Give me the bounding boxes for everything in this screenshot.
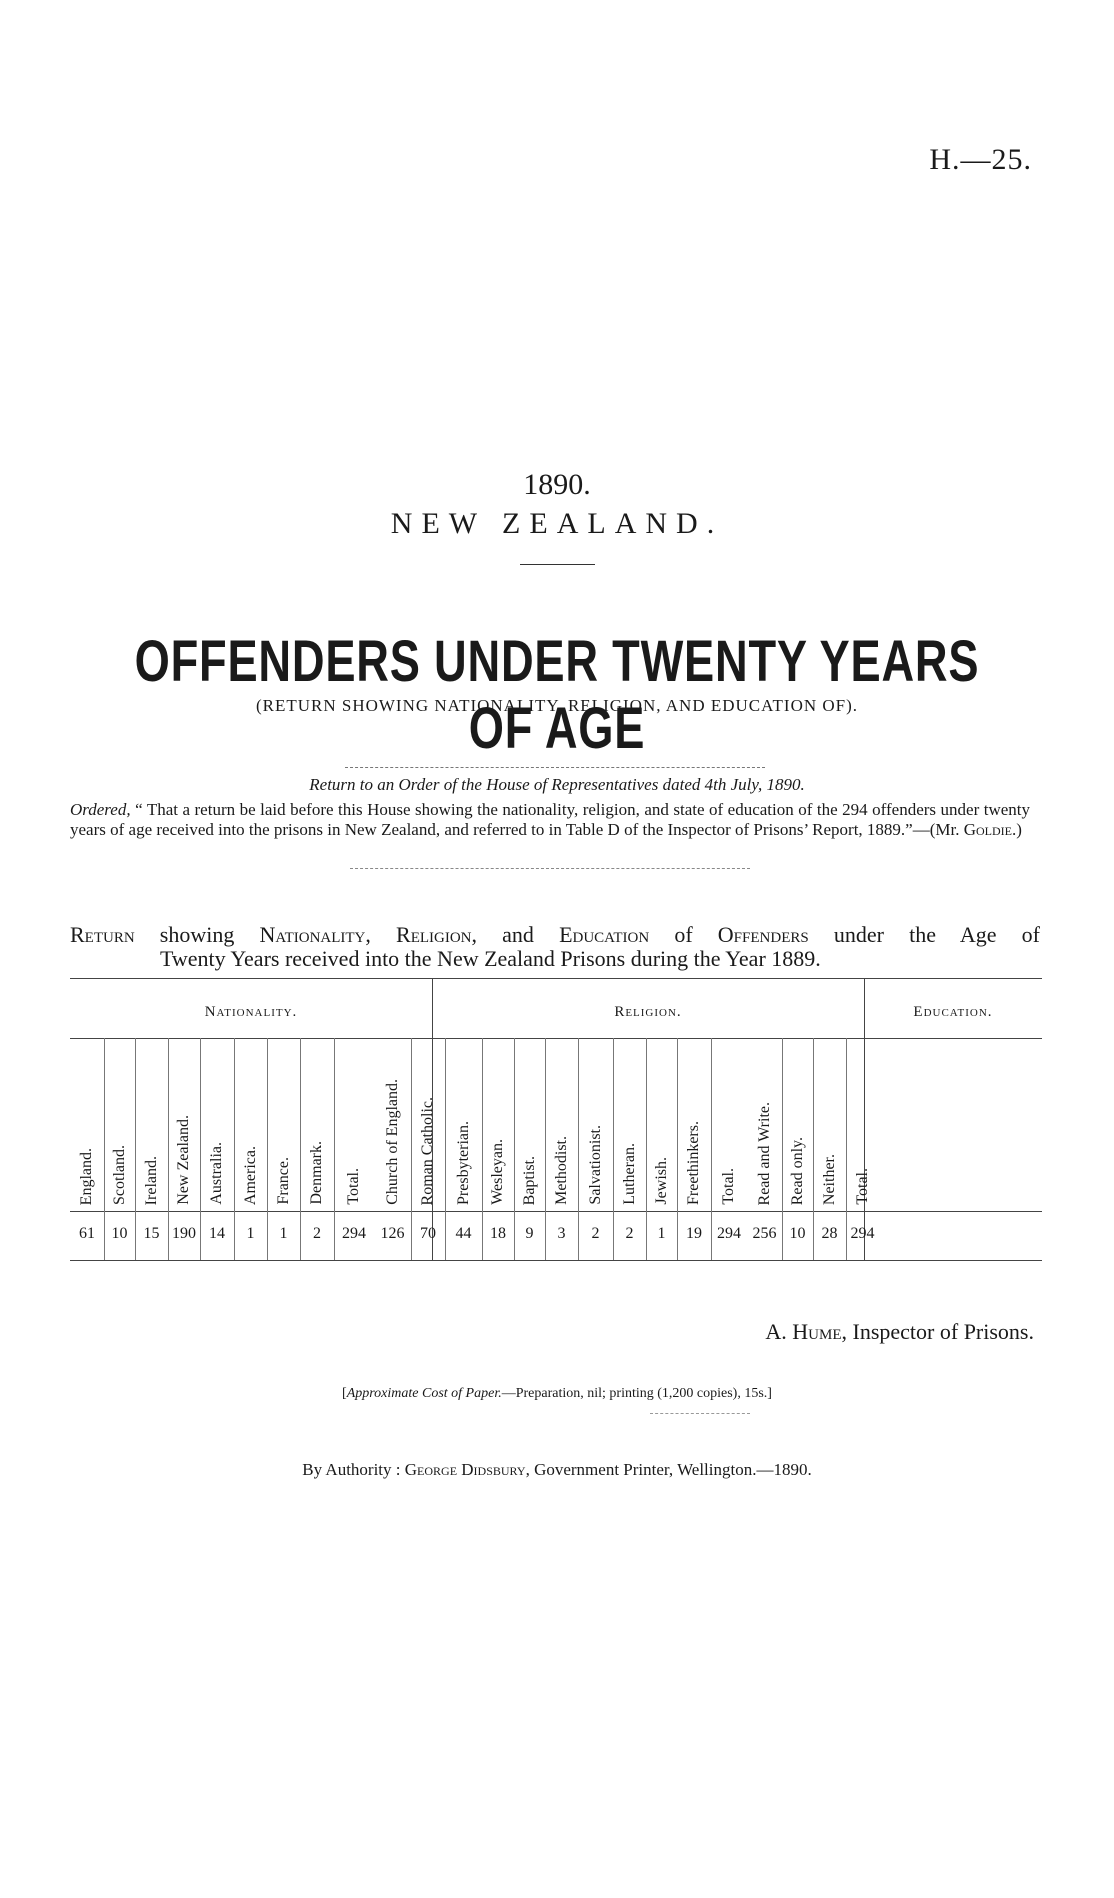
- year-heading: 1890.: [523, 468, 591, 501]
- column-divider: [300, 1038, 301, 1260]
- column-divider: [578, 1038, 579, 1260]
- column-divider: [613, 1038, 614, 1260]
- column-header: [578, 1040, 613, 1205]
- column-header-label: New Zealand.: [175, 1115, 192, 1205]
- column-divider: [234, 1038, 235, 1260]
- table-cell: 10: [111, 1225, 128, 1242]
- table-cell: 15: [143, 1225, 160, 1242]
- title-text: showing: [134, 922, 260, 947]
- column-header: [374, 1040, 411, 1205]
- imprint-suffix: , Government Printer, Wellington.—1890.: [525, 1460, 812, 1479]
- column-header-label: Wesleyan.: [489, 1139, 506, 1205]
- column-header-label: Read and Write.: [755, 1101, 773, 1205]
- column-header-label: Scotland.: [110, 1145, 128, 1205]
- column-header-label: Denmark.: [308, 1141, 325, 1205]
- cost-label: Approximate Cost of Paper.: [346, 1386, 502, 1401]
- column-divider: [104, 1038, 105, 1260]
- table-bottom-rule: [70, 1260, 1042, 1261]
- column-divider: [782, 1038, 783, 1260]
- signature-line: [765, 1319, 1034, 1345]
- column-divider: [514, 1038, 515, 1260]
- table-cell: 70: [420, 1225, 436, 1242]
- column-divider: [482, 1038, 483, 1260]
- column-header: [677, 1040, 711, 1205]
- column-header-label: Freethinkers.: [685, 1121, 702, 1205]
- column-header-label: Presbyterian.: [454, 1121, 472, 1205]
- column-header: [168, 1040, 200, 1205]
- signature-prefix: A.: [765, 1319, 793, 1344]
- table-cell: 3: [557, 1225, 566, 1242]
- group-header-religion: Religion.: [614, 1004, 682, 1020]
- table-cell: 190: [172, 1225, 196, 1242]
- column-header-label: Total.: [853, 1168, 871, 1205]
- table-cell: 1: [657, 1225, 666, 1242]
- column-header-label: Methodist.: [552, 1136, 570, 1205]
- table-cell: 294: [342, 1225, 366, 1242]
- column-header: [135, 1040, 168, 1205]
- column-header: [445, 1040, 482, 1205]
- column-header-label: Church of England.: [383, 1079, 401, 1205]
- title-text: ,: [365, 922, 397, 947]
- column-divider: [646, 1038, 647, 1260]
- table-cell: 1: [246, 1225, 255, 1242]
- title-word-education: Education: [559, 922, 650, 947]
- ordered-tail: .): [1011, 820, 1022, 839]
- table-cell: 9: [525, 1225, 534, 1242]
- table-cell: 2: [591, 1225, 600, 1242]
- column-header-label: France.: [274, 1157, 292, 1205]
- column-header-label: Lutheran.: [620, 1143, 638, 1205]
- column-divider: [200, 1038, 201, 1260]
- column-header-label: Total.: [345, 1168, 362, 1205]
- column-header: [200, 1040, 234, 1205]
- page-reference: H.—25.: [929, 143, 1032, 176]
- column-header: [70, 1040, 104, 1205]
- column-header-rule: [70, 1211, 1042, 1212]
- table-cell: 294: [850, 1225, 875, 1242]
- column-header: [411, 1040, 445, 1205]
- country-heading: NEW ZEALAND.: [390, 507, 724, 540]
- title-word-nationality: Nationality: [259, 922, 366, 947]
- column-header-label: Salvationist.: [586, 1125, 604, 1205]
- table-cell: 1: [279, 1225, 288, 1242]
- group-header-education: Education.: [913, 1004, 993, 1020]
- title-word-return: Return: [70, 922, 135, 947]
- ordered-lead: Ordered,: [70, 800, 131, 819]
- table-top-rule: [70, 978, 1042, 979]
- divider-2: [350, 868, 750, 869]
- document-subtitle: (RETURN SHOWING NATIONALITY, RELIGION, AND EDUCATION OF).: [255, 696, 859, 715]
- table-cell: 19: [686, 1225, 702, 1242]
- table-cell: 10: [789, 1225, 806, 1242]
- column-divider: [545, 1038, 546, 1260]
- column-header: [334, 1040, 374, 1205]
- column-header: [711, 1040, 747, 1205]
- column-header-label: America.: [241, 1145, 259, 1205]
- signature-name: Hume: [792, 1319, 842, 1344]
- column-header: [267, 1040, 300, 1205]
- column-header-label: Australia.: [208, 1142, 225, 1205]
- column-header: [813, 1040, 846, 1205]
- table-cell: 61: [79, 1225, 95, 1242]
- cost-text: —Preparation, nil; printing (1,200 copies), 15s.: [501, 1386, 768, 1401]
- table-cell: 18: [490, 1225, 506, 1242]
- ordered-text: “ That a return be laid before this House showing the nationality, religion, and state of education of the 294 offenders under twenty years of age received into the prisons in New Zealand, and referred to in Table D of the Inspector of Prisons’ Report, 1889.”—(Mr.: [70, 800, 1030, 839]
- title-text: , and: [471, 922, 560, 947]
- column-header-label: Read only.: [788, 1136, 806, 1205]
- column-divider: [445, 1038, 446, 1260]
- table-cell: 2: [313, 1225, 321, 1242]
- column-divider: [267, 1038, 268, 1260]
- column-header: [545, 1040, 578, 1205]
- column-header: [514, 1040, 545, 1205]
- column-divider: [813, 1038, 814, 1260]
- group-header-nationality: Nationality.: [204, 1004, 298, 1020]
- column-divider: [168, 1038, 169, 1260]
- table-cell: 2: [625, 1225, 634, 1242]
- column-divider: [846, 1038, 847, 1260]
- title-word-religion: Religion: [396, 922, 472, 947]
- table-title: [70, 923, 1040, 971]
- group-header-rule: [70, 1038, 1042, 1039]
- divider: [345, 767, 765, 768]
- column-header: [846, 1040, 879, 1205]
- column-header: [234, 1040, 267, 1205]
- column-header: [782, 1040, 813, 1205]
- column-header-label: Baptist.: [520, 1155, 538, 1205]
- column-header-label: Roman Catholic.: [419, 1096, 436, 1205]
- table-title-line-2: Twenty Years received into the New Zealand Prisons during the Year 1889.: [160, 946, 821, 971]
- ordered-paragraph: [70, 800, 1030, 840]
- column-header: [646, 1040, 677, 1205]
- title-text: of: [649, 922, 718, 947]
- return-order-line: Return to an Order of the House of Representatives dated 4th July, 1890.: [309, 775, 805, 794]
- column-header: [747, 1040, 782, 1205]
- printer-imprint: [0, 1460, 1114, 1480]
- column-divider: [411, 1038, 412, 1260]
- signature-title: , Inspector of Prisons.: [841, 1319, 1034, 1344]
- statistics-table: [70, 978, 1042, 1298]
- column-header: [300, 1040, 334, 1205]
- column-divider: [334, 1038, 335, 1260]
- table-cell: 294: [717, 1225, 741, 1242]
- table-cell: 28: [821, 1225, 838, 1242]
- table-title-line-1: [70, 923, 1040, 947]
- cost-divider: [650, 1413, 750, 1414]
- column-header-label: Total.: [720, 1168, 737, 1205]
- title-text: under the Age of: [808, 922, 1041, 947]
- column-header: [613, 1040, 646, 1205]
- column-header: [104, 1040, 135, 1205]
- title-word-offenders: Offenders: [717, 922, 809, 947]
- table-cell: 256: [752, 1225, 777, 1242]
- document-title: OFFENDERS UNDER TWENTY YEARS OF AGE: [134, 629, 980, 761]
- column-header-label: Ireland.: [142, 1155, 160, 1205]
- table-cell: 126: [380, 1225, 405, 1242]
- column-header: [482, 1040, 514, 1205]
- ordered-member-name: Goldie: [963, 820, 1012, 839]
- table-cell: 14: [209, 1225, 225, 1242]
- cost-note: [Approximate Cost of Paper.—Preparation, nil; printing (1,200 copies), 15s.]: [342, 1386, 772, 1401]
- column-header-label: Neither.: [820, 1153, 838, 1205]
- imprint-prefix: By Authority :: [302, 1460, 405, 1479]
- short-divider: [520, 564, 595, 565]
- column-divider: [677, 1038, 678, 1260]
- table-cell: 44: [455, 1225, 472, 1242]
- column-header-label: England.: [78, 1147, 95, 1205]
- imprint-printer-name: George Didsbury: [404, 1460, 526, 1479]
- column-divider: [711, 1038, 712, 1260]
- column-header-label: Jewish.: [652, 1157, 670, 1205]
- column-divider: [135, 1038, 136, 1260]
